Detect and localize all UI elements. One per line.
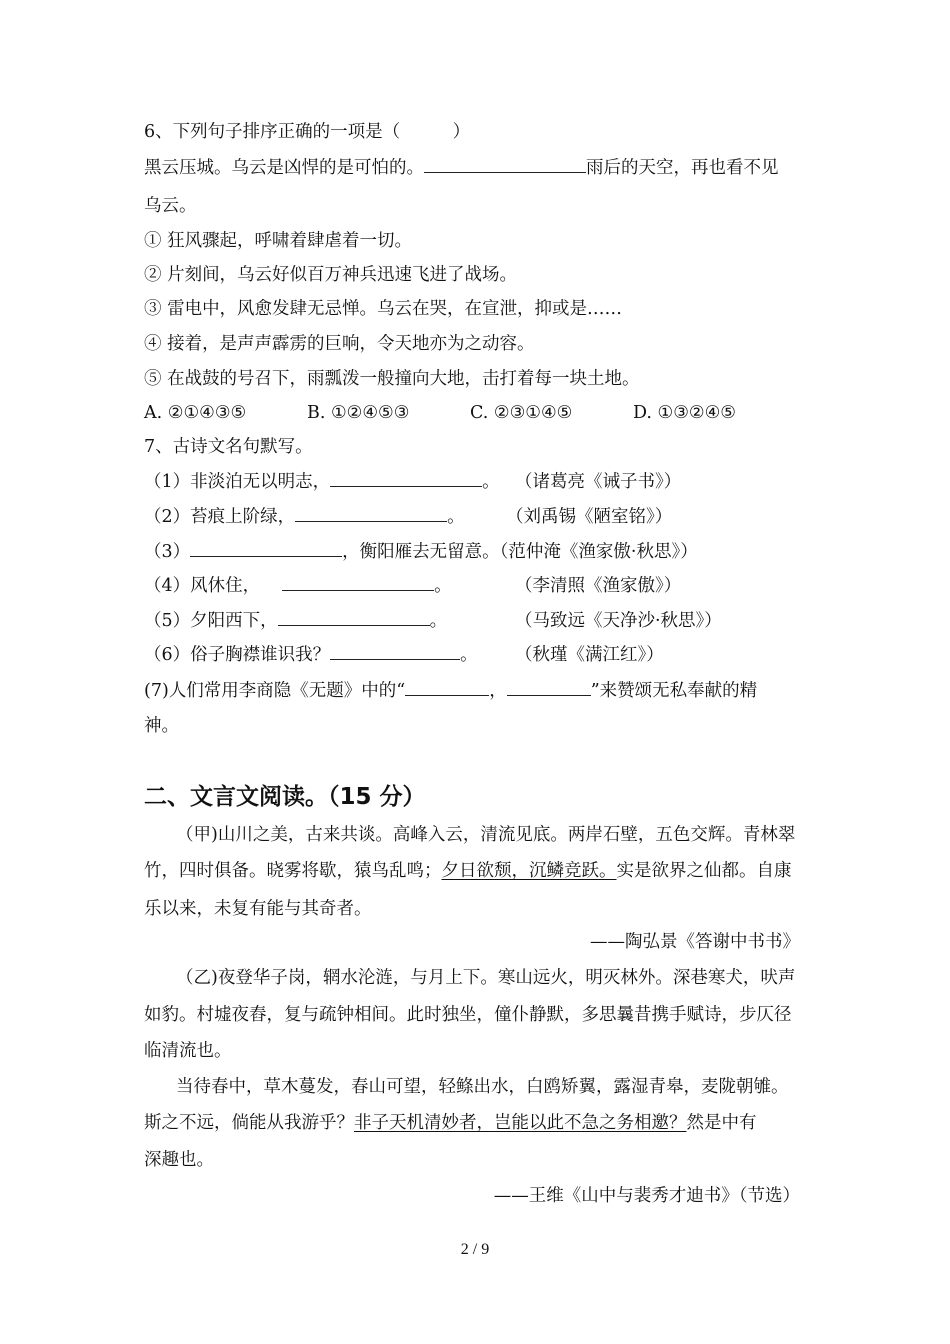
q7-line-7-c: ”来赞颂无私奉献的精 bbox=[590, 681, 758, 701]
q7-line-5-pre: （5）夕阳西下， bbox=[144, 611, 278, 631]
q7-blank-2 bbox=[295, 505, 447, 522]
q7-line-7-a: (7)人们常用李商隐《无题》中的“ bbox=[144, 681, 406, 701]
jia-underlined-sentence: 夕日欲颓，沉鳞竞跃。 bbox=[441, 861, 617, 881]
q7-line-1-pre: （1）非淡泊无以明志， bbox=[144, 472, 331, 492]
q6-line1 bbox=[144, 156, 779, 180]
yi-line-5 bbox=[144, 1111, 757, 1135]
q6-item-4: ④ 接着，是声声霹雳的巨响，令天地亦为之动容。 bbox=[144, 334, 535, 354]
q7-line-6-pre: （6）俗子胸襟谁识我？ bbox=[144, 645, 331, 665]
q6-stem: 6、下列句子排序正确的一项是（ ） bbox=[144, 122, 471, 142]
jia-line-2 bbox=[144, 859, 792, 883]
yi-line-2: 如豹。村墟夜舂，复与疏钟相间。此时独坐，僮仆静默，多思曩昔携手赋诗，步仄径 bbox=[144, 1005, 792, 1025]
yi-line-1: （乙)夜登华子岗，辋水沦涟，与月上下。寒山远火，明灭林外。深巷寒犬，吠声 bbox=[176, 968, 796, 988]
jia-line-2-b: 实是欲界之仙都。自康 bbox=[616, 861, 792, 881]
q7-line-2-source: （刘禹锡《陋室铭》） bbox=[506, 507, 673, 527]
q7-blank-6 bbox=[330, 643, 460, 660]
q7-line-2-pre: （2）苔痕上阶绿， bbox=[144, 507, 296, 527]
q7-blank-3 bbox=[190, 540, 342, 557]
q6-item-5: ⑤ 在战鼓的号召下，雨瓢泼一般撞向大地，击打着每一块土地。 bbox=[144, 369, 640, 389]
q7-line-1 bbox=[144, 470, 682, 494]
q7-line-5 bbox=[144, 609, 722, 633]
q6-line1-post: 雨后的天空，再也看不见 bbox=[586, 158, 779, 178]
q7-stem: 7、古诗文名句默写。 bbox=[144, 437, 313, 457]
q6-option-d: D. ①③②④⑤ bbox=[633, 403, 736, 423]
q7-blank-4 bbox=[282, 574, 434, 591]
page-number: 2 / 9 bbox=[460, 1241, 490, 1258]
q7-line-6-post: 。 bbox=[460, 645, 478, 665]
q7-line-3-source: （范仲淹《渔家傲·秋思》） bbox=[499, 542, 698, 562]
q7-line-6 bbox=[144, 643, 664, 667]
q7-line-5-post: 。 bbox=[429, 611, 448, 631]
yi-line-4: 当待春中，草木蔓发，春山可望，轻鲦出水，白鸥矫翼，露湿青皋，麦陇朝雊。 bbox=[176, 1077, 789, 1097]
yi-source: ——王维《山中与裴秀才迪书》（节选） bbox=[493, 1186, 800, 1206]
q7-line-4-source: （李清照《渔家傲》） bbox=[515, 576, 682, 596]
q6-option-c: C. ②③①④⑤ bbox=[470, 403, 573, 423]
q7-blank-5 bbox=[278, 609, 430, 626]
q7-blank-1 bbox=[330, 470, 482, 487]
yi-line-5-b: 然是中有 bbox=[686, 1113, 757, 1133]
q6-item-1: ① 狂风骤起，呼啸着肆虐着一切。 bbox=[144, 231, 413, 251]
q6-line1-pre: 黑云压城。乌云是凶悍的是可怕的。 bbox=[144, 158, 424, 178]
q7-line-4 bbox=[144, 574, 682, 598]
q7-line-4-pre: （4）风休住， bbox=[144, 576, 261, 596]
q6-item-2: ② 片刻间，乌云好似百万神兵迅速飞进了战场。 bbox=[144, 265, 518, 285]
yi-line-5-a: 斯之不远，倘能从我游乎？ bbox=[144, 1113, 354, 1133]
q6-options bbox=[144, 401, 736, 425]
q7-line-1-post: 。 bbox=[482, 472, 500, 492]
jia-line-3: 乐以来，未复有能与其奇者。 bbox=[144, 899, 372, 919]
q7-line-4-post: 。 bbox=[434, 576, 452, 596]
q7-line-1-source: （诸葛亮《诫子书》） bbox=[515, 472, 682, 492]
yi-line-3: 临清流也。 bbox=[144, 1041, 232, 1061]
jia-line-2-a: 竹，四时俱备。晓雾将歇，猿鸟乱鸣； bbox=[144, 861, 442, 881]
q7-line-5-source: （马致远《天净沙·秋思》） bbox=[515, 611, 722, 631]
q7-line-2 bbox=[144, 505, 673, 529]
q6-blank bbox=[424, 156, 586, 173]
q7-line-3 bbox=[144, 540, 698, 564]
yi-line-6: 深趣也。 bbox=[144, 1150, 214, 1170]
q6-option-b: B. ①②④⑤③ bbox=[307, 403, 410, 423]
q7-line-7-cont: 神。 bbox=[144, 716, 179, 736]
section-title: 二、文言文阅读。（15 分） bbox=[144, 784, 426, 810]
q7-blank-7a bbox=[405, 679, 489, 696]
jia-source: ——陶弘景《答谢中书书》 bbox=[590, 932, 800, 952]
q7-line-6-source: （秋瑾《满江红》） bbox=[515, 645, 664, 665]
q7-line-3-post: ，衡阳雁去无留意。 bbox=[342, 542, 500, 562]
q7-blank-7b bbox=[507, 679, 591, 696]
q6-line2: 乌云。 bbox=[144, 196, 197, 216]
q6-item-3: ③ 雷电中，风愈发肆无忌惮。乌云在哭，在宣泄，抑或是…… bbox=[144, 299, 623, 319]
yi-underlined-sentence: 非子天机清妙者，岂能以此不急之务相邀？ bbox=[354, 1113, 687, 1133]
q7-line-7-b: ， bbox=[489, 681, 507, 701]
q7-line-7 bbox=[144, 679, 757, 703]
q7-line-3-pre: （3） bbox=[144, 542, 191, 562]
jia-line-1: （甲)山川之美，古来共谈。高峰入云，清流见底。两岸石壁，五色交辉。青林翠 bbox=[176, 825, 796, 845]
q6-option-a: A. ②①④③⑤ bbox=[144, 403, 247, 423]
q7-line-2-post: 。 bbox=[447, 507, 465, 527]
